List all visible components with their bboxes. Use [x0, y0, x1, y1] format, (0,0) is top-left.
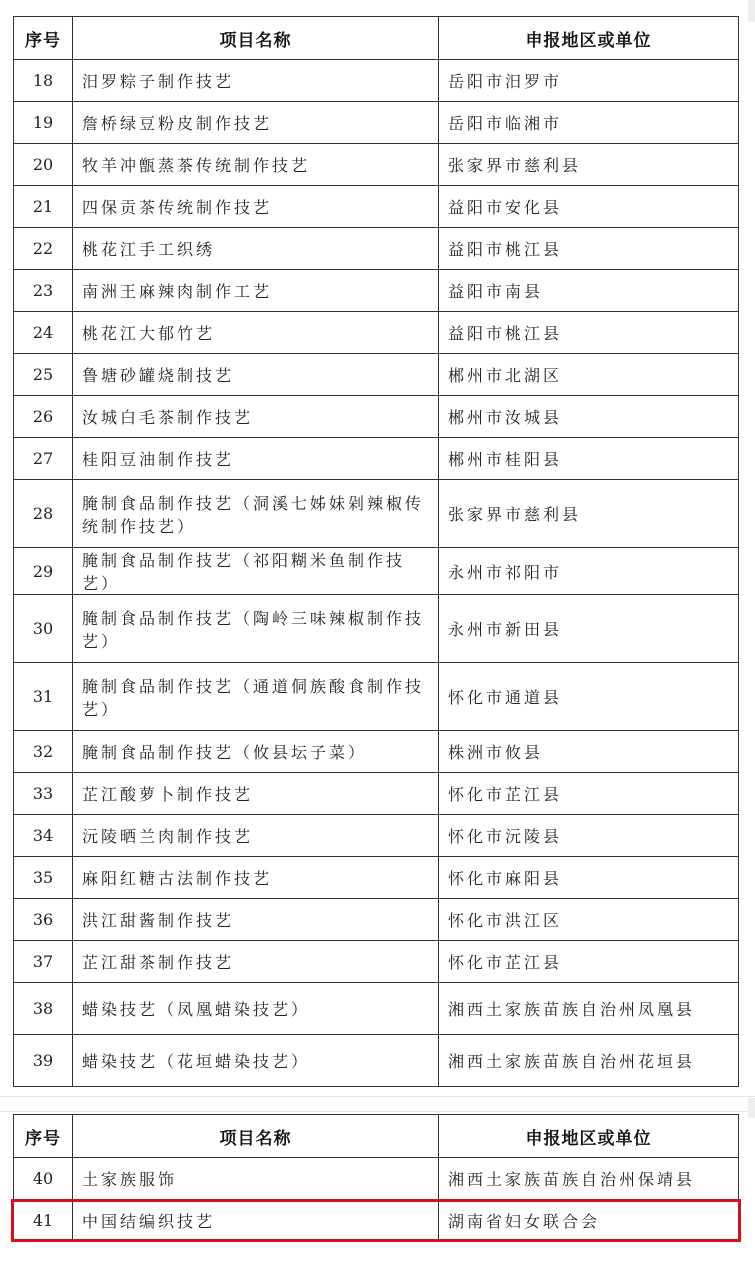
- region: 岳阳市临湘市: [439, 102, 739, 144]
- table-row: [14, 228, 739, 270]
- project-name: 詹桥绿豆粉皮制作技艺: [73, 102, 439, 144]
- row-number: 33: [14, 773, 73, 815]
- region: 怀化市洪江区: [439, 899, 739, 941]
- region: 益阳市桃江县: [439, 228, 739, 270]
- row-number: 27: [14, 438, 73, 480]
- row-number: 28: [14, 480, 73, 548]
- project-name: 桃花江大郁竹艺: [73, 312, 439, 354]
- header-project-name: 项目名称: [73, 17, 439, 60]
- row-number: 18: [14, 60, 73, 102]
- region: 湘西土家族苗族自治州凤凰县: [439, 983, 739, 1035]
- region: 永州市新田县: [439, 595, 739, 663]
- row-number: 31: [14, 663, 73, 731]
- heritage-table-1: [13, 16, 739, 1087]
- region: 湘西土家族苗族自治州保靖县: [439, 1158, 739, 1200]
- region: 怀化市沅陵县: [439, 815, 739, 857]
- project-name: 汝城白毛茶制作技艺: [73, 396, 439, 438]
- table-row: [14, 144, 739, 186]
- table-row: [14, 983, 739, 1035]
- project-name: 蜡染技艺（花垣蜡染技艺）: [73, 1035, 439, 1087]
- project-name: 牧羊冲甑蒸茶传统制作技艺: [73, 144, 439, 186]
- table-row: [14, 857, 739, 899]
- table-row: [14, 396, 739, 438]
- table-row: [14, 815, 739, 857]
- project-name: 麻阳红糖古法制作技艺: [73, 857, 439, 899]
- project-name: 南洲王麻辣肉制作工艺: [73, 270, 439, 312]
- table-row: [14, 480, 739, 548]
- region: 郴州市桂阳县: [439, 438, 739, 480]
- row-number: 29: [14, 548, 73, 595]
- table-row: [14, 270, 739, 312]
- table-row: [14, 186, 739, 228]
- project-name: 沅陵晒兰肉制作技艺: [73, 815, 439, 857]
- region: 怀化市芷江县: [439, 773, 739, 815]
- project-name: 四保贡茶传统制作技艺: [73, 186, 439, 228]
- row-number: 26: [14, 396, 73, 438]
- row-number: 35: [14, 857, 73, 899]
- region: 张家界市慈利县: [439, 144, 739, 186]
- region: 湖南省妇女联合会: [439, 1200, 739, 1242]
- table-row: [14, 663, 739, 731]
- region: 益阳市桃江县: [439, 312, 739, 354]
- table-row: [14, 941, 739, 983]
- project-name: 洪江甜酱制作技艺: [73, 899, 439, 941]
- table-row: [14, 438, 739, 480]
- row-number: 22: [14, 228, 73, 270]
- table-row: [14, 1035, 739, 1087]
- project-name: 腌制食品制作技艺（祁阳糊米鱼制作技艺）: [73, 548, 439, 595]
- row-number: 37: [14, 941, 73, 983]
- table-row: [14, 312, 739, 354]
- page-edge: [748, 1098, 755, 1118]
- region: 益阳市安化县: [439, 186, 739, 228]
- region: 株洲市攸县: [439, 731, 739, 773]
- row-number: 38: [14, 983, 73, 1035]
- highlight-box: [11, 1199, 741, 1242]
- page-edge: [748, 0, 755, 22]
- region: 张家界市慈利县: [439, 480, 739, 548]
- row-number: 34: [14, 815, 73, 857]
- region: 岳阳市汨罗市: [439, 60, 739, 102]
- row-number: 23: [14, 270, 73, 312]
- row-number: 25: [14, 354, 73, 396]
- table-header-row: [14, 17, 739, 60]
- project-name: 汨罗粽子制作技艺: [73, 60, 439, 102]
- header-serial: 序号: [14, 1115, 73, 1158]
- table-row: [14, 1158, 739, 1200]
- project-name: 鲁塘砂罐烧制技艺: [73, 354, 439, 396]
- project-name: 腌制食品制作技艺（攸县坛子菜）: [73, 731, 439, 773]
- row-number: 32: [14, 731, 73, 773]
- row-number: 36: [14, 899, 73, 941]
- region: 郴州市汝城县: [439, 396, 739, 438]
- row-number: 41: [14, 1200, 73, 1242]
- row-number: 19: [14, 102, 73, 144]
- region: 永州市祁阳市: [439, 548, 739, 595]
- table-row: [14, 354, 739, 396]
- region: 怀化市通道县: [439, 663, 739, 731]
- region: 怀化市麻阳县: [439, 857, 739, 899]
- header-serial: 序号: [14, 17, 73, 60]
- project-name: 芷江甜茶制作技艺: [73, 941, 439, 983]
- row-number: 39: [14, 1035, 73, 1087]
- page-break: [0, 1093, 755, 1115]
- row-number: 40: [14, 1158, 73, 1200]
- header-region: 申报地区或单位: [439, 17, 739, 60]
- header-project-name: 项目名称: [73, 1115, 439, 1158]
- region: 益阳市南县: [439, 270, 739, 312]
- region: 怀化市芷江县: [439, 941, 739, 983]
- project-name: 桃花江手工织绣: [73, 228, 439, 270]
- region: 郴州市北湖区: [439, 354, 739, 396]
- row-number: 30: [14, 595, 73, 663]
- project-name: 腌制食品制作技艺（陶岭三味辣椒制作技艺）: [73, 595, 439, 663]
- project-name: 土家族服饰: [73, 1158, 439, 1200]
- table-row: [14, 60, 739, 102]
- header-region: 申报地区或单位: [439, 1115, 739, 1158]
- project-name: 桂阳豆油制作技艺: [73, 438, 439, 480]
- table-row: [14, 595, 739, 663]
- row-number: 20: [14, 144, 73, 186]
- project-name: 中国结编织技艺: [73, 1200, 439, 1242]
- row-number: 21: [14, 186, 73, 228]
- table-row: [14, 899, 739, 941]
- table-header-row: [14, 1115, 739, 1158]
- region: 湘西土家族苗族自治州花垣县: [439, 1035, 739, 1087]
- project-name: 腌制食品制作技艺（洞溪七姊妹剁辣椒传统制作技艺）: [73, 480, 439, 548]
- row-number: 24: [14, 312, 73, 354]
- table-row: [14, 102, 739, 144]
- table-row: [14, 731, 739, 773]
- project-name: 蜡染技艺（凤凰蜡染技艺）: [73, 983, 439, 1035]
- project-name: 腌制食品制作技艺（通道侗族酸食制作技艺）: [73, 663, 439, 731]
- table-row: [14, 773, 739, 815]
- project-name: 芷江酸萝卜制作技艺: [73, 773, 439, 815]
- table-row: [14, 548, 739, 595]
